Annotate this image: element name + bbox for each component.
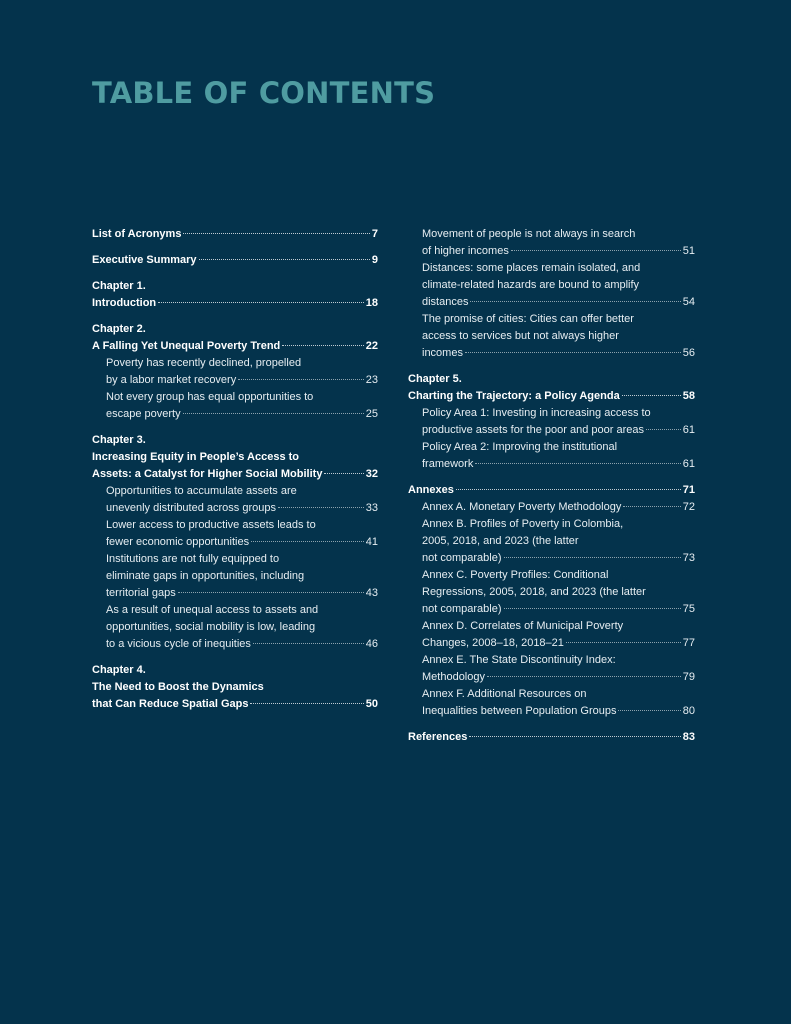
toc-entry-title: Annexes	[408, 484, 454, 496]
dot-leader	[199, 259, 370, 260]
toc-entry-annexes[interactable]	[408, 482, 695, 720]
chapter-label: Chapter 4.	[92, 664, 146, 676]
chapter-label: Chapter 3.	[92, 434, 146, 446]
toc-subentry[interactable]	[408, 686, 695, 720]
toc-entry-chapter-1[interactable]	[92, 278, 378, 312]
subentry-text: Annex B. Profiles of Poverty in Colombia,	[422, 518, 624, 530]
toc-entry-references[interactable]	[408, 729, 695, 746]
toc-page-number: 41	[365, 536, 378, 548]
subentry-text: The promise of cities: Cities can offer better	[422, 313, 634, 325]
toc-page-number: 50	[365, 698, 378, 710]
subentry-text: territorial gaps	[106, 587, 176, 599]
subentry-text: by a labor market recovery	[106, 374, 237, 386]
dot-leader	[253, 643, 364, 644]
dot-leader	[566, 642, 681, 643]
chapter-label: Chapter 2.	[92, 323, 146, 335]
toc-entry-chapter-3[interactable]	[92, 432, 378, 653]
dot-leader	[158, 302, 364, 303]
toc-right-column	[408, 226, 695, 755]
subentry-text: eliminate gaps in opportunities, including	[106, 570, 305, 582]
toc-entry-title: that Can Reduce Spatial Gaps	[92, 698, 249, 710]
toc-page-number: 79	[682, 671, 695, 683]
toc-entry-executive-summary[interactable]	[92, 252, 378, 269]
toc-page-number: 9	[371, 254, 378, 266]
subentry-text: Annex E. The State Discontinuity Index:	[422, 654, 616, 666]
subentry-text: Annex C. Poverty Profiles: Conditional	[422, 569, 609, 581]
subentry-text: Lower access to productive assets leads to	[106, 519, 316, 531]
toc-page-number: 22	[365, 340, 378, 352]
toc-page-number: 80	[682, 705, 695, 717]
subentry-text: Annex F. Additional Resources on	[422, 688, 587, 700]
toc-entry-title: A Falling Yet Unequal Poverty Trend	[92, 340, 281, 352]
dot-leader	[324, 473, 363, 474]
toc-subentry[interactable]	[92, 602, 378, 653]
subentry-text: framework	[422, 458, 474, 470]
toc-page-number: 56	[682, 347, 695, 359]
subentry-text: Annex A. Monetary Poverty Methodology	[422, 501, 622, 513]
toc-page-number: 33	[365, 502, 378, 514]
toc-subentry[interactable]	[92, 551, 378, 602]
subentry-text: Policy Area 2: Improving the institutional	[422, 441, 618, 453]
subentry-text: incomes	[422, 347, 463, 359]
toc-subentry[interactable]	[408, 226, 695, 260]
toc-page-number: 54	[682, 296, 695, 308]
subentry-text: Regressions, 2005, 2018, and 2023 (the latter	[422, 586, 646, 598]
dot-leader	[278, 507, 364, 508]
dot-leader	[487, 676, 681, 677]
toc-subentry[interactable]	[408, 260, 695, 311]
subentry-text: fewer economic opportunities	[106, 536, 250, 548]
subentry-text: distances	[422, 296, 469, 308]
toc-entry-chapter-2[interactable]	[92, 321, 378, 423]
toc-subentry[interactable]	[92, 389, 378, 423]
toc-page-number: 51	[682, 245, 695, 257]
toc-page-number: 77	[682, 637, 695, 649]
dot-leader	[238, 379, 364, 380]
subentry-text: Opportunities to accumulate assets are	[106, 485, 297, 497]
dot-leader	[250, 703, 363, 704]
toc-subentry[interactable]	[408, 311, 695, 362]
toc-page-number: 72	[682, 501, 695, 513]
toc-page-number: 61	[682, 424, 695, 436]
dot-leader	[618, 710, 680, 711]
subentry-text: 2005, 2018, and 2023 (the latter	[422, 535, 579, 547]
toc-page-number: 73	[682, 552, 695, 564]
dot-leader	[475, 463, 680, 464]
dot-leader	[511, 250, 681, 251]
subentry-text: Methodology	[422, 671, 485, 683]
subentry-text: As a result of unequal access to assets and	[106, 604, 319, 616]
page-title: TABLE OF CONTENTS	[92, 76, 436, 110]
toc-entry-title: Executive Summary	[92, 254, 197, 266]
toc-page-number: 58	[682, 390, 695, 402]
subentry-text: Institutions are not fully equipped to	[106, 553, 280, 565]
subentry-text: opportunities, social mobility is low, leading	[106, 621, 316, 633]
toc-page-number: 61	[682, 458, 695, 470]
subentry-text: Distances: some places remain isolated, and	[422, 262, 641, 274]
toc-entry-title: References	[408, 731, 468, 743]
toc-entry-title: List of Acronyms	[92, 228, 182, 240]
toc-entry-title: Increasing Equity in People’s Access to	[92, 451, 300, 463]
toc-subentry[interactable]	[408, 567, 695, 618]
dot-leader	[465, 352, 681, 353]
dot-leader	[456, 489, 681, 490]
toc-subentry[interactable]	[408, 405, 695, 439]
subentry-text: Inequalities between Population Groups	[422, 705, 617, 717]
toc-page-number: 18	[365, 297, 378, 309]
subentry-text: unevenly distributed across groups	[106, 502, 276, 514]
toc-page-number: 25	[365, 408, 378, 420]
toc-subentry[interactable]	[92, 517, 378, 551]
subentry-text: Poverty has recently declined, propelled	[106, 357, 302, 369]
toc-entry-acronyms[interactable]	[92, 226, 378, 243]
dot-leader	[504, 608, 681, 609]
toc-entry-chapter-5[interactable]	[408, 371, 695, 473]
toc-entry-title: The Need to Boost the Dynamics	[92, 681, 264, 693]
toc-subentry[interactable]	[408, 499, 695, 516]
subentry-text: Annex D. Correlates of Municipal Poverty	[422, 620, 624, 632]
toc-subentry[interactable]	[408, 516, 695, 567]
toc-page-number: 23	[365, 374, 378, 386]
toc-subentry[interactable]	[408, 618, 695, 652]
subentry-text: Movement of people is not always in search	[422, 228, 636, 240]
toc-page-number: 43	[365, 587, 378, 599]
subentry-text: Changes, 2008–18, 2018–21	[422, 637, 564, 649]
dot-leader	[504, 557, 681, 558]
toc-page-number: 71	[682, 484, 695, 496]
toc-subentry[interactable]	[92, 355, 378, 389]
dot-leader	[282, 345, 363, 346]
dot-leader	[623, 506, 680, 507]
subentry-text: to a vicious cycle of inequities	[106, 638, 251, 650]
toc-entry-title: Introduction	[92, 297, 157, 309]
toc-subentry[interactable]	[92, 483, 378, 517]
dot-leader	[622, 395, 681, 396]
dot-leader	[183, 413, 364, 414]
dot-leader	[646, 429, 681, 430]
toc-page-number: 32	[365, 468, 378, 480]
toc-page-number: 7	[371, 228, 378, 240]
toc-left-column	[92, 226, 378, 722]
subentry-text: not comparable)	[422, 552, 502, 564]
dot-leader	[178, 592, 364, 593]
subentry-text: Not every group has equal opportunities to	[106, 391, 314, 403]
subentry-text: not comparable)	[422, 603, 502, 615]
subentry-text: access to services but not always higher	[422, 330, 619, 342]
toc-subentry[interactable]	[408, 652, 695, 686]
toc-entry-chapter-4-continued	[408, 226, 695, 362]
subentry-text: escape poverty	[106, 408, 181, 420]
subentry-text: Policy Area 1: Investing in increasing access to	[422, 407, 651, 419]
dot-leader	[251, 541, 364, 542]
toc-entry-title: Charting the Trajectory: a Policy Agenda	[408, 390, 620, 402]
chapter-label: Chapter 1.	[92, 280, 146, 292]
toc-subentry[interactable]	[408, 439, 695, 473]
subentry-text: productive assets for the poor and poor areas	[422, 424, 644, 436]
dot-leader	[470, 301, 680, 302]
dot-leader	[469, 736, 680, 737]
toc-entry-chapter-4[interactable]	[92, 662, 378, 713]
toc-page-number: 46	[365, 638, 378, 650]
chapter-label: Chapter 5.	[408, 373, 462, 385]
subentry-text: climate-related hazards are bound to amplify	[422, 279, 640, 291]
toc-entry-title: Assets: a Catalyst for Higher Social Mobility	[92, 468, 323, 480]
subentry-text: of higher incomes	[422, 245, 509, 257]
toc-page-number: 83	[682, 731, 695, 743]
dot-leader	[183, 233, 369, 234]
toc-page-number: 75	[682, 603, 695, 615]
